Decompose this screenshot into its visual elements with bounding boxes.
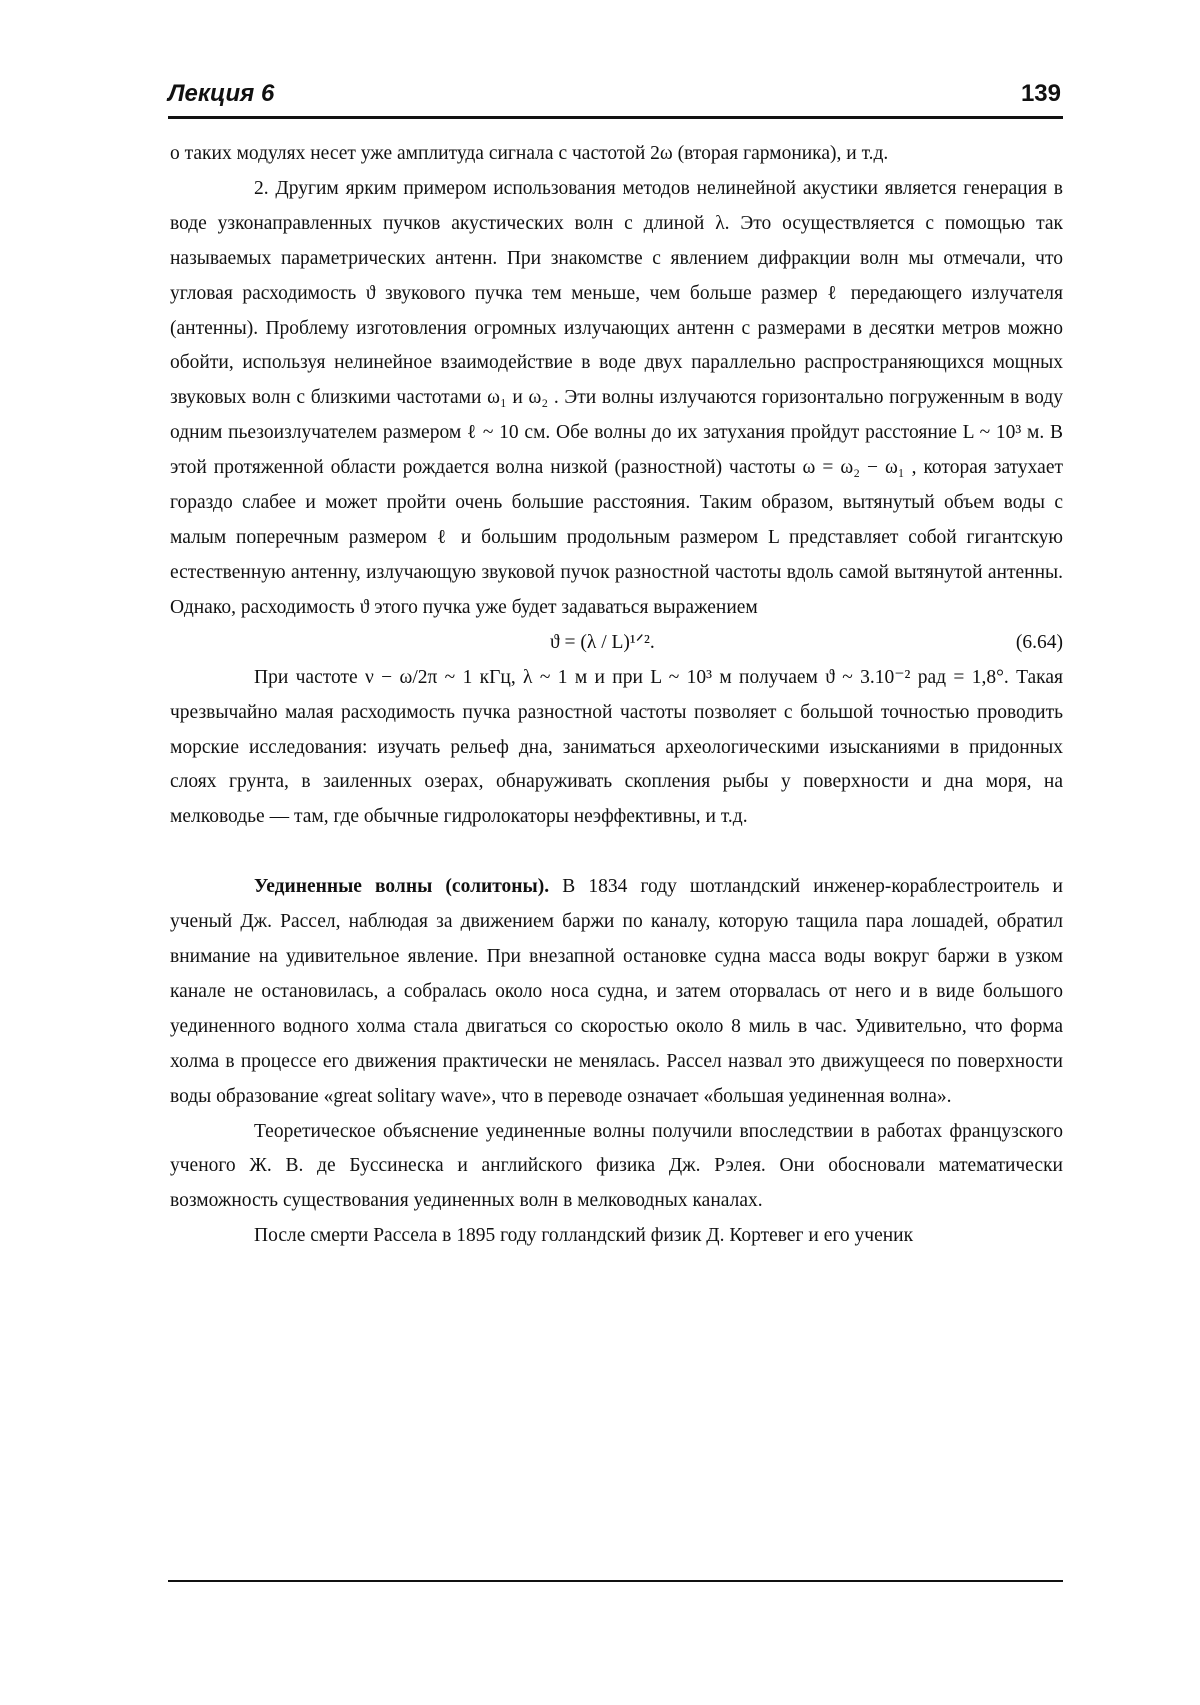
footer-rule — [168, 1580, 1063, 1582]
section-paragraph — [170, 870, 1063, 1114]
lecture-title: Лекция 6 — [168, 80, 275, 107]
paragraph: 2. Другим ярким примером использования методов нелинейной акустики является генерация в воде узконаправленных пучков акустических волн с длиной λ. Это осуществляется с помощью так называемых параметрических антенн. При знакомстве с явлением дифракции волн мы отмечали, что угловая расходимость ϑ звукового пучка тем меньше, чем больше размер ℓ передающего излучателя (антенны). Проблему изготовления огромных излучающих антенн с размерами в десятки метров можно обойти, используя нелинейное взаимодействие в воде двух параллельно распространяющихся мощных звуковых волн с близкими частотами ω₁ и ω₂ . Эти волны излучаются горизонтально погруженным в воду одним пьезоизлучателем размером ℓ ~ 10 см. Обе волны до их затухания пройдут расстояние L ~ 10³ м. В этой протяженной области рождается волна низкой (разностной) частоты ω = ω₂ − ω₁ , которая затухает гораздо слабее и может пройти очень большие расстояния. Таким образом, вытянутый объем воды с малым поперечным размером ℓ и большим продольным размером L представляет собой гигантскую естественную антенну, излучающую звуковой пучок разностной частоты вдоль самой вытянутой антенны. Однако, расходимость ϑ этого пучка уже будет задаваться выражением — [170, 177, 1063, 618]
section-heading: Уединенные волны (солитоны). — [254, 876, 550, 898]
page-number: 139 — [1020, 80, 1061, 107]
equation — [170, 626, 1063, 661]
equation-formula: ϑ = (λ / L)¹ᐟ². — [550, 631, 655, 653]
section-gap — [170, 835, 1063, 870]
paragraph: о таких модулях несет уже амплитуда сигнала с частотой 2ω (вторая гармоника), и т.д. — [170, 143, 889, 164]
equation-number: (6.64) — [1015, 631, 1063, 653]
paragraph: Теоретическое объяснение уединенные волны получили впоследствии в работах французского ученого Ж. В. де Буссинеска и английского физика Дж. Рэлея. Они обосновали математически возможность существования уединенных волн в мелководных каналах. — [170, 1120, 1063, 1212]
section-text: В 1834 году шотландский инженер-кораблестроитель и ученый Дж. Рассел, наблюдая за движением баржи по каналу, которую тащила пара лошадей, обратил внимание на удивительное явление. При внезапной остановке судна масса воды вокруг баржи в узком канале не остановилась, а собралась около носа судна, и затем оторвалась от него и в виде большого уединенного водного холма стала двигаться со скоростью около 8 миль в час. Удивительно, что форма холма в процессе его движения практически не менялась. Рассел назвал это движущееся по поверхности воды образование «great solitary wave», что в переводе означает «большая уединенная волна». — [170, 876, 1063, 1107]
page-header — [168, 80, 1063, 119]
paragraph: При частоте ν − ω/2π ~ 1 кГц, λ ~ 1 м и при L ~ 10³ м получаем ϑ ~ 3.10⁻² рад = 1,8°. Такая чрезвычайно малая расходимость пучка разностной частоты позволяет с большой точностью проводить морские исследования: изучать рельеф дна, заниматься археологическими изысканиями в придонных слоях грунта, в заиленных озерах, обнаруживать скопления рыбы у поверхности и дна моря, на мелководье — там, где обычные гидролокаторы неэффективны, и т.д. — [170, 666, 1063, 828]
paragraph: После смерти Рассела в 1895 году голландский физик Д. Кортевег и его ученик — [254, 1225, 914, 1247]
page-body — [170, 137, 1063, 1254]
